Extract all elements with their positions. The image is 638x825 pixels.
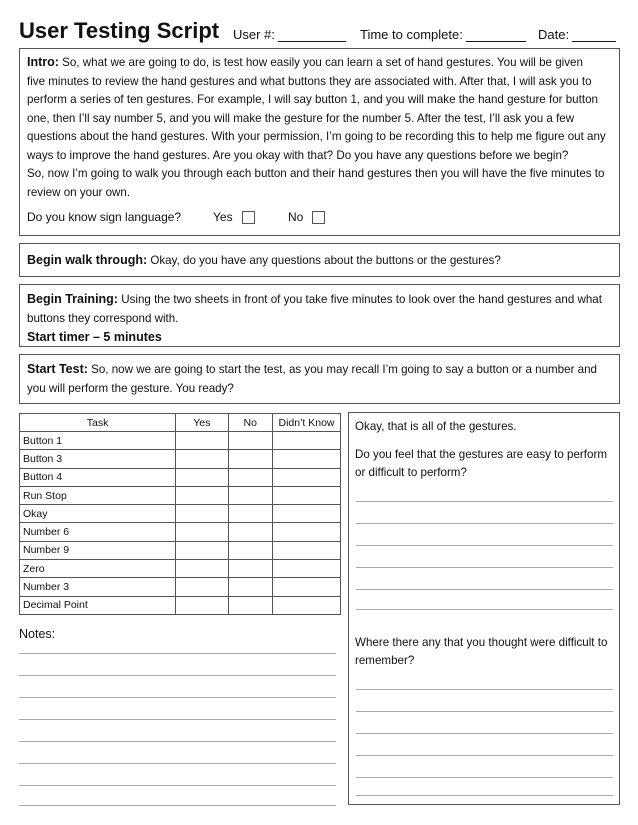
task-name: Button 4 [20,468,176,486]
answer-line[interactable] [356,689,613,690]
note-line[interactable] [19,675,336,676]
no-cell[interactable] [228,468,272,486]
answer-line[interactable] [356,711,613,712]
wrapup-done-text: Okay, that is all of the gestures. [355,420,517,433]
intro-text-line: So, now I’m going to walk you through each button and their hand gestures then you will have the five minutes to [27,167,605,180]
yes-cell[interactable] [176,560,228,578]
answer-line[interactable] [356,733,613,734]
no-cell[interactable] [228,596,272,614]
intro-paragraph-1 [27,53,611,165]
didnt-know-cell[interactable] [273,505,341,523]
answer-line[interactable] [356,545,613,546]
task-name: Number 3 [20,578,176,596]
page-title: User Testing Script [19,18,220,43]
intro-text-line: one, then I’ll say number 5, and you will make the gesture for the number 5. After the test, I’ll ask you a few [27,111,575,125]
user-number-field[interactable] [233,27,346,42]
task-name: Button 1 [20,432,176,450]
didnt-know-cell[interactable] [273,468,341,486]
no-cell[interactable] [228,432,272,450]
answer-line[interactable] [356,795,613,796]
note-line[interactable] [19,697,336,698]
no-cell[interactable] [228,505,272,523]
task-results-table [19,413,341,615]
intro-paragraph-2 [27,165,611,202]
note-line[interactable] [19,653,336,654]
walkthrough-section [19,243,620,277]
table-row [20,523,341,541]
date-field[interactable] [538,27,616,42]
yes-cell[interactable] [176,486,228,504]
yes-label: Yes [213,210,233,224]
yes-cell[interactable] [176,468,228,486]
didnt-know-cell[interactable] [273,596,341,614]
walkthrough-label: Begin walk through: [27,253,148,267]
note-line[interactable] [19,763,336,764]
walkthrough-text [27,251,611,271]
question-text-line: Where there any that you thought were difficult to [355,636,608,649]
yes-cell[interactable] [176,578,228,596]
note-line[interactable] [19,741,336,742]
no-cell[interactable] [228,560,272,578]
time-to-complete-blank[interactable] [466,29,526,42]
yes-cell[interactable] [176,505,228,523]
answer-line[interactable] [356,523,613,524]
task-name: Number 6 [20,523,176,541]
user-number-blank[interactable] [278,29,346,42]
didnt-know-cell[interactable] [273,432,341,450]
question-text-line: Do you feel that the gestures are easy to perform [355,448,607,461]
table-row [20,468,341,486]
test-text [27,360,611,398]
answer-line[interactable] [356,609,613,610]
table-row [20,578,341,596]
start-timer-instruction: Start timer – 5 minutes [27,330,162,344]
time-to-complete-label: Time to complete: [360,27,463,42]
test-section [19,354,620,404]
task-name: Button 3 [20,450,176,468]
task-name: Decimal Point [20,596,176,614]
training-body: buttons they correspond with. [27,311,179,325]
sign-language-no-option[interactable] [288,210,325,224]
column-header-didnt-know: Didn’t Know [273,414,341,432]
no-cell[interactable] [228,486,272,504]
question-text-line: remember? [355,654,415,667]
training-section [19,284,620,347]
no-cell[interactable] [228,541,272,559]
table-row [20,560,341,578]
task-name: Number 9 [20,541,176,559]
table-row [20,432,341,450]
intro-label: Intro: [27,55,59,69]
date-label: Date: [538,27,570,42]
didnt-know-cell[interactable] [273,486,341,504]
column-header-task: Task [20,414,176,432]
no-label: No [288,210,304,224]
answer-line[interactable] [356,755,613,756]
yes-cell[interactable] [176,523,228,541]
question-text-line: or difficult to perform? [355,466,467,479]
no-cell[interactable] [228,578,272,596]
didnt-know-cell[interactable] [273,523,341,541]
yes-cell[interactable] [176,596,228,614]
intro-text-line: perform a series of ten gestures. For example, I will say button 1, and you will make the hand gesture for button [27,93,598,106]
didnt-know-cell[interactable] [273,541,341,559]
table-row [20,541,341,559]
test-body: So, now we are going to start the test, as you may recall I’m going to say a button or a number and [87,363,598,376]
task-name: Run Stop [20,486,176,504]
no-cell[interactable] [228,450,272,468]
yes-cell[interactable] [176,541,228,559]
wrapup-questions-section [348,412,620,805]
table-row [20,596,341,614]
answer-line[interactable] [356,501,613,502]
yes-checkbox[interactable] [242,211,255,224]
task-name: Okay [20,505,176,523]
didnt-know-cell[interactable] [273,560,341,578]
table-row [20,450,341,468]
note-line[interactable] [19,785,336,786]
yes-cell[interactable] [176,432,228,450]
intro-text-line: questions about the hand gestures. With your permission, I’m going to be recording this to help me figure out any [27,130,606,143]
test-label: Start Test: [27,362,88,376]
training-body: Using the two sheets in front of you take five minutes to look over the hand gestures and what [117,293,602,306]
answer-line[interactable] [356,567,613,568]
no-cell[interactable] [228,523,272,541]
training-text [27,290,611,347]
yes-cell[interactable] [176,450,228,468]
note-line[interactable] [19,805,336,806]
training-label: Begin Training: [27,292,118,306]
intro-text-line: ways to improve the hand gestures. Are you okay with that? Do you have any questions before we begin? [27,148,569,162]
test-body: you will perform the gesture. You ready? [27,381,234,395]
question-ease-of-performing [355,446,611,482]
notes-label: Notes: [19,627,56,641]
no-checkbox[interactable] [312,211,325,224]
table-row [20,486,341,504]
date-blank[interactable] [572,29,616,42]
task-name: Zero [20,560,176,578]
answer-line[interactable] [356,777,613,778]
column-header-yes: Yes [176,414,228,432]
sign-language-question: Do you know sign language? [27,210,182,224]
didnt-know-cell[interactable] [273,578,341,596]
question-difficult-to-remember [355,634,611,670]
user-number-label: User #: [233,27,275,42]
intro-text-line: So, what we are going to do, is test how easily you can learn a set of hand gestures. You will be given [58,56,583,69]
time-to-complete-field[interactable] [360,27,526,42]
table-header-row [20,414,341,432]
answer-line[interactable] [356,589,613,590]
walkthrough-body: Okay, do you have any questions about the buttons or the gestures? [147,254,501,267]
page-header [19,20,621,46]
column-header-no: No [228,414,272,432]
table-row [20,505,341,523]
sign-language-yes-option[interactable] [213,210,255,224]
note-line[interactable] [19,719,336,720]
intro-text-line: review on your own. [27,185,131,199]
intro-section [19,48,620,236]
didnt-know-cell[interactable] [273,450,341,468]
intro-text-line: five minutes to review the hand gestures and what buttons they are associated with. After that, I will ask you to [27,74,592,88]
